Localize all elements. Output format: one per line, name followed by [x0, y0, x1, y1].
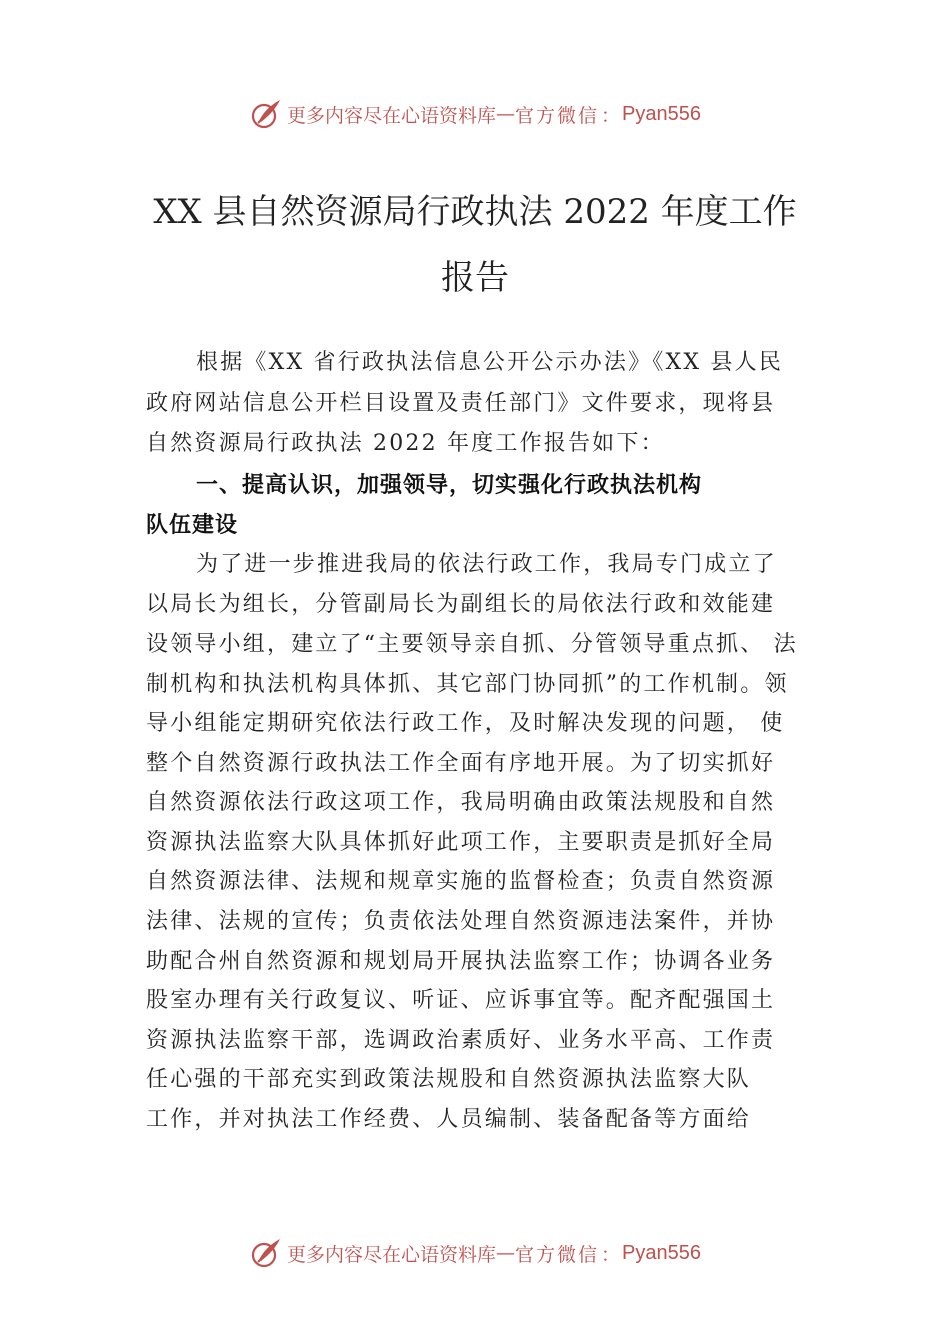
watermark-wechat-id: Pyan556 [622, 102, 701, 125]
watermark-colon: ： [601, 1243, 621, 1266]
section-1-body-line: 法律、法规的宣传；负责依法处理自然资源违法案件，并协 [146, 909, 776, 934]
watermark-label: 官方微信 [515, 1243, 600, 1266]
quill-pen-logo-icon [249, 97, 283, 131]
section-1-body-line: 股室办理有关行政复议、听证、应诉事宜等。配齐配强国土 [146, 988, 776, 1013]
document-title-line-1: XX 县自然资源局行政执法 2022 年度工作 [153, 192, 797, 232]
header-watermark [0, 94, 950, 134]
intro-line-3: 自然资源局行政执法 2022 年度工作报告如下： [146, 431, 665, 456]
section-1-body-line: 资源执法监察大队具体抓好此项工作，主要职责是抓好全局 [146, 830, 776, 855]
footer-watermark [0, 1233, 950, 1273]
section-1-body-line: 资源执法监察干部，选调政治素质好、业务水平高、工作责 [146, 1028, 776, 1053]
watermark-dash: — [496, 1242, 515, 1264]
section-1-body-line: 工作，并对执法工作经费、人员编制、装备配备等方面给 [146, 1107, 752, 1132]
intro-line-1: 根据《XX 省行政执法信息公开公示办法》《XX 县人民 [196, 350, 784, 375]
section-1-body-line: 助配合州自然资源和规划局开展执法监察工作；协调各业务 [146, 949, 776, 974]
section-1-body-line: 以局长为组长，分管副局长为副组长的局依法行政和效能建 [146, 592, 776, 617]
document-title-line-2: 报告 [441, 258, 509, 298]
section-1-body-line: 任心强的干部充实到政策法规股和自然资源执法监察大队 [146, 1067, 752, 1092]
section-1-heading-line-2: 队伍建设 [146, 513, 239, 538]
watermark-wechat-id: Pyan556 [622, 1241, 701, 1264]
section-1-body-line: 自然资源依法行政这项工作，我局明确由政策法规股和自然 [146, 790, 776, 815]
watermark-brand: 更多内容尽在心语资料库 [286, 104, 496, 127]
quill-pen-logo-icon [249, 1236, 283, 1270]
section-1-body-line: 为了进一步推进我局的依法行政工作，我局专门成立了 [196, 552, 777, 577]
section-1-body-line: 制机构和执法机构具体抓、其它部门协同抓”的工作机制。领 [146, 672, 789, 697]
intro-line-2: 政府网站信息公开栏目设置及责任部门》文件要求，现将县 [146, 391, 776, 416]
section-1-body-line: 整个自然资源行政执法工作全面有序地开展。为了切实抓好 [146, 751, 776, 776]
section-1-body-line: 设领导小组，建立了“主要领导亲自抓、分管领导重点抓、 法 [146, 632, 798, 657]
section-1-heading-line-1: 一、提高认识，加强领导，切实强化行政执法机构 [196, 473, 703, 498]
section-1-body-line: 自然资源法律、法规和规章实施的监督检查；负责自然资源 [146, 869, 776, 894]
watermark-dash: — [496, 103, 515, 125]
watermark-brand: 更多内容尽在心语资料库 [286, 1243, 496, 1266]
section-1-body-line: 导小组能定期研究依法行政工作，及时解决发现的问题， 使 [146, 711, 785, 736]
watermark-colon: ： [601, 104, 621, 127]
watermark-label: 官方微信 [515, 104, 600, 127]
